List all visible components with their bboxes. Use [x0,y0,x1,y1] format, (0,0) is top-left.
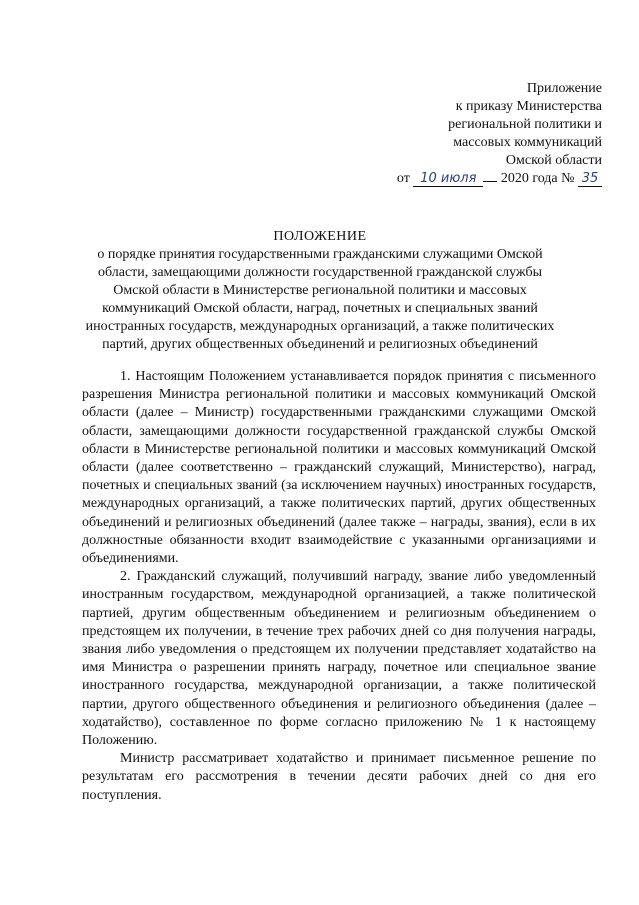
date-blank-tail [483,181,497,182]
appendix-line: региональной политики и [448,117,602,132]
document-title [82,228,558,354]
document-heading: ПОЛОЖЕНИЕ [273,229,367,244]
document-subtitle: о порядке принятия государственными гражданскими служащими Омской области, замещающими должности государственной гражданской службы Омской области в Министерстве региональной политики и массовых коммуникаций Омской области, наград, почетных и специальных званий иностранных государств, международных организаций, а также политических партий, других общественных объединений и религиозных объединений [85,247,555,352]
order-date-line [397,170,602,188]
paragraph: 1. Настоящим Положением устанавливается порядок принятия с письменного разрешения Министра региональной политики и массовых коммуникаций Омской области (далее – Министр) государственными гражданскими служащими Омской области, замещающими должности государственной гражданской службы Омской области в Министерстве региональной политики и массовых коммуникаций Омской области (далее соответственно – гражданский служащий, Министерство), наград, почетных и специальных званий (за исключением научных) иностранных государств, международных организаций, а также политических партий, других общественных объединений и религиозных объединений (далее также – награды, звания), если в их должностные обязанности входит взаимодействие с указанными организациями и объединениями. [82,369,596,567]
date-suffix: 2020 года № [500,171,575,186]
appendix-line: Приложение [526,81,602,96]
appendix-line: массовых коммуникаций [453,135,602,150]
date-prefix: от [396,171,410,186]
handwritten-order-number: 35 [578,172,602,187]
appendix-line: к приказу Министерства [455,99,602,114]
paragraph: 2. Гражданский служащий, получивший награду, звание либо уведомленный иностранным государством, международной организацией, а также политической партией, другим общественным объединением и религиозным объединением о предстоящем их получении, в течение трех рабочих дней со дня получения награды, звания либо уведомления о предстоящем их получении представляет ходатайство на имя Министра о разрешении принять награду, почетное или специальное звание иностранного государства, международной организации, а также политической партии, другого общественного объединения и религиозного объединения (далее – ходатайство), составленное по форме согласно приложению № 1 к настоящему Положению. [82,569,596,749]
handwritten-date: 10 июля [413,172,483,187]
appendix-header [397,80,602,188]
appendix-line: Омской области [505,153,602,168]
document-body [82,368,596,805]
paragraph: Министр рассматривает ходатайство и принимает письменное решение по результатам его рассмотрения в течении десяти рабочих дней со дня его поступления. [82,751,596,803]
